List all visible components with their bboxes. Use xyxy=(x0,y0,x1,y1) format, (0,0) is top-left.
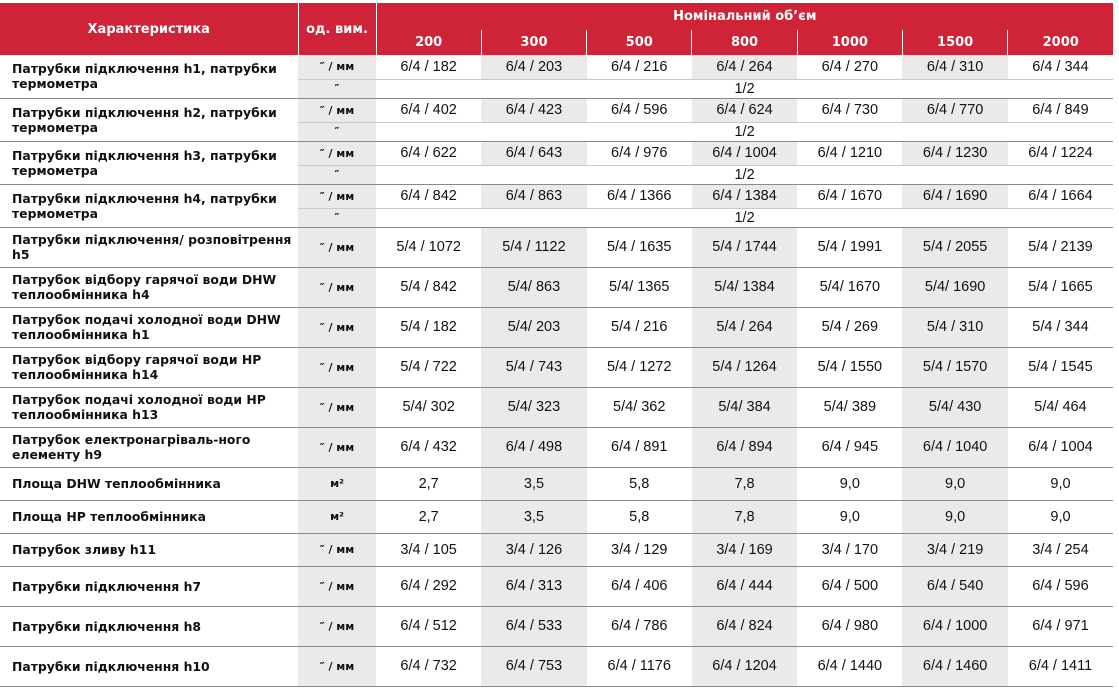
cell-volume-300: 5/4 / 1122 xyxy=(481,227,586,267)
cell-volume-2000: 6/4 / 971 xyxy=(1008,606,1113,646)
table-row xyxy=(0,606,1113,646)
row-label: Патрубки підключення h8 xyxy=(0,606,298,646)
row-unit: ″ / мм xyxy=(298,533,376,566)
header-volume-2000: 2000 xyxy=(1008,30,1113,55)
row-label: Патрубок відбору гарячої води DHW теплообмінника h4 xyxy=(0,267,298,307)
row-unit: ″ / мм xyxy=(298,267,376,307)
row-label: Патрубки підключення h10 xyxy=(0,646,298,686)
cell-volume-500: 6/4 / 406 xyxy=(587,566,692,606)
cell-volume-300: 6/4 / 203 xyxy=(481,55,586,79)
cell-volume-500: 6/4 / 976 xyxy=(587,141,692,165)
cell-volume-200: 6/4 / 512 xyxy=(376,606,481,646)
cell-volume-1500: 9,0 xyxy=(902,500,1007,533)
cell-volume-800: 6/4 / 1004 xyxy=(692,141,797,165)
cell-volume-2000: 5/4 / 1545 xyxy=(1008,347,1113,387)
cell-volume-1000: 6/4 / 1440 xyxy=(797,646,902,686)
cell-volume-1500: 5/4 / 1570 xyxy=(902,347,1007,387)
cell-volume-1500: 5/4/ 1690 xyxy=(902,267,1007,307)
row-unit: м² xyxy=(298,500,376,533)
cell-volume-1000: 6/4 / 730 xyxy=(797,98,902,122)
cell-volume-200: 6/4 / 182 xyxy=(376,55,481,79)
cell-volume-1000: 5/4 / 1991 xyxy=(797,227,902,267)
cell-volume-200: 5/4 / 842 xyxy=(376,267,481,307)
cell-volume-500: 5/4/ 362 xyxy=(587,387,692,427)
cell-volume-2000: 5/4 / 344 xyxy=(1008,307,1113,347)
cell-volume-2000: 6/4 / 849 xyxy=(1008,98,1113,122)
cell-volume-300: 5/4/ 323 xyxy=(481,387,586,427)
cell-volume-500: 5,8 xyxy=(587,467,692,500)
cell-volume-2000: 5/4 / 1665 xyxy=(1008,267,1113,307)
cell-volume-1500: 6/4 / 1230 xyxy=(902,141,1007,165)
cell-volume-2000: 5/4/ 464 xyxy=(1008,387,1113,427)
cell-volume-300: 6/4 / 643 xyxy=(481,141,586,165)
cell-volume-800: 6/4 / 824 xyxy=(692,606,797,646)
spec-table xyxy=(0,3,1113,687)
cell-volume-500: 5/4 / 1635 xyxy=(587,227,692,267)
header-volume-1500: 1500 xyxy=(902,30,1007,55)
table-body xyxy=(0,55,1113,686)
cell-volume-1000: 3/4 / 170 xyxy=(797,533,902,566)
cell-volume-200: 6/4 / 732 xyxy=(376,646,481,686)
row-unit: ″ / мм xyxy=(298,227,376,267)
cell-volume-500: 5/4/ 1365 xyxy=(587,267,692,307)
header-volume-500: 500 xyxy=(587,30,692,55)
cell-volume-1000: 6/4 / 945 xyxy=(797,427,902,467)
cell-merged-value: 1/2 xyxy=(376,165,1113,184)
cell-volume-2000: 6/4 / 1411 xyxy=(1008,646,1113,686)
cell-volume-500: 5,8 xyxy=(587,500,692,533)
row-unit: м² xyxy=(298,467,376,500)
cell-volume-1000: 6/4 / 500 xyxy=(797,566,902,606)
table-row xyxy=(0,141,1113,165)
row-label: Площа DHW теплообмінника xyxy=(0,467,298,500)
row-label: Патрубки підключення h3, патрубки термометра xyxy=(0,141,298,184)
cell-volume-2000: 5/4 / 2139 xyxy=(1008,227,1113,267)
cell-volume-1500: 6/4 / 1460 xyxy=(902,646,1007,686)
cell-volume-1000: 5/4/ 1670 xyxy=(797,267,902,307)
cell-volume-800: 6/4 / 444 xyxy=(692,566,797,606)
cell-volume-1000: 9,0 xyxy=(797,467,902,500)
cell-volume-1000: 6/4 / 980 xyxy=(797,606,902,646)
cell-volume-200: 6/4 / 402 xyxy=(376,98,481,122)
row-unit: ″ / мм xyxy=(298,184,376,208)
cell-volume-500: 6/4 / 891 xyxy=(587,427,692,467)
cell-volume-500: 3/4 / 129 xyxy=(587,533,692,566)
cell-volume-300: 3/4 / 126 xyxy=(481,533,586,566)
row-unit: ″ / мм xyxy=(298,347,376,387)
row-label: Патрубки підключення h2, патрубки термометра xyxy=(0,98,298,141)
cell-volume-800: 5/4/ 384 xyxy=(692,387,797,427)
cell-volume-200: 5/4 / 722 xyxy=(376,347,481,387)
cell-volume-2000: 9,0 xyxy=(1008,500,1113,533)
row-unit: ″ / мм xyxy=(298,646,376,686)
cell-volume-1500: 6/4 / 310 xyxy=(902,55,1007,79)
cell-volume-1500: 3/4 / 219 xyxy=(902,533,1007,566)
row-sub-unit: ″ xyxy=(298,208,376,227)
cell-volume-200: 6/4 / 432 xyxy=(376,427,481,467)
table-row xyxy=(0,566,1113,606)
cell-volume-500: 6/4 / 216 xyxy=(587,55,692,79)
cell-merged-value: 1/2 xyxy=(376,122,1113,141)
cell-volume-200: 6/4 / 842 xyxy=(376,184,481,208)
header-volume-200: 200 xyxy=(376,30,481,55)
cell-volume-500: 6/4 / 786 xyxy=(587,606,692,646)
cell-volume-2000: 6/4 / 1224 xyxy=(1008,141,1113,165)
table-row xyxy=(0,347,1113,387)
cell-volume-2000: 9,0 xyxy=(1008,467,1113,500)
cell-volume-200: 5/4 / 182 xyxy=(376,307,481,347)
cell-volume-2000: 6/4 / 1664 xyxy=(1008,184,1113,208)
cell-volume-2000: 6/4 / 344 xyxy=(1008,55,1113,79)
table-row xyxy=(0,533,1113,566)
cell-volume-300: 5/4 / 743 xyxy=(481,347,586,387)
cell-volume-200: 6/4 / 622 xyxy=(376,141,481,165)
cell-volume-2000: 6/4 / 1004 xyxy=(1008,427,1113,467)
row-label: Площа HP теплообмінника xyxy=(0,500,298,533)
row-sub-unit: ″ xyxy=(298,79,376,98)
cell-volume-1500: 6/4 / 1690 xyxy=(902,184,1007,208)
cell-volume-300: 6/4 / 863 xyxy=(481,184,586,208)
cell-volume-1500: 6/4 / 1000 xyxy=(902,606,1007,646)
table-row xyxy=(0,467,1113,500)
cell-volume-300: 6/4 / 533 xyxy=(481,606,586,646)
table-row xyxy=(0,646,1113,686)
cell-volume-1000: 6/4 / 1210 xyxy=(797,141,902,165)
cell-volume-800: 3/4 / 169 xyxy=(692,533,797,566)
cell-merged-value: 1/2 xyxy=(376,208,1113,227)
row-unit: ″ / мм xyxy=(298,98,376,122)
cell-volume-300: 6/4 / 753 xyxy=(481,646,586,686)
table-row xyxy=(0,267,1113,307)
table-row xyxy=(0,184,1113,208)
table-row xyxy=(0,55,1113,79)
header-unit: од. вим. xyxy=(298,3,376,55)
cell-volume-300: 6/4 / 423 xyxy=(481,98,586,122)
cell-volume-1000: 9,0 xyxy=(797,500,902,533)
table-row xyxy=(0,227,1113,267)
cell-volume-300: 5/4/ 863 xyxy=(481,267,586,307)
header-characteristic: Характеристика xyxy=(0,3,298,55)
row-unit: ″ / мм xyxy=(298,606,376,646)
cell-volume-200: 3/4 / 105 xyxy=(376,533,481,566)
header-volume-800: 800 xyxy=(692,30,797,55)
cell-volume-300: 3,5 xyxy=(481,467,586,500)
row-label: Патрубок відбору гарячої води HP теплообмінника h14 xyxy=(0,347,298,387)
table-row xyxy=(0,500,1113,533)
cell-volume-1500: 6/4 / 1040 xyxy=(902,427,1007,467)
cell-volume-500: 6/4 / 1366 xyxy=(587,184,692,208)
cell-volume-800: 6/4 / 894 xyxy=(692,427,797,467)
cell-volume-200: 5/4/ 302 xyxy=(376,387,481,427)
row-label: Патрубки підключення/ розповітрення h5 xyxy=(0,227,298,267)
cell-volume-500: 6/4 / 1176 xyxy=(587,646,692,686)
row-label: Патрубок зливу h11 xyxy=(0,533,298,566)
cell-volume-300: 6/4 / 313 xyxy=(481,566,586,606)
cell-volume-1500: 6/4 / 770 xyxy=(902,98,1007,122)
header-volume-300: 300 xyxy=(481,30,586,55)
row-sub-unit: ″ xyxy=(298,122,376,141)
cell-volume-800: 5/4 / 1744 xyxy=(692,227,797,267)
cell-volume-500: 5/4 / 1272 xyxy=(587,347,692,387)
table-row xyxy=(0,427,1113,467)
row-unit: ″ / мм xyxy=(298,566,376,606)
cell-volume-1500: 5/4 / 2055 xyxy=(902,227,1007,267)
cell-volume-800: 7,8 xyxy=(692,500,797,533)
cell-volume-800: 6/4 / 624 xyxy=(692,98,797,122)
row-label: Патрубки підключення h7 xyxy=(0,566,298,606)
cell-volume-2000: 3/4 / 254 xyxy=(1008,533,1113,566)
cell-volume-1000: 6/4 / 1670 xyxy=(797,184,902,208)
row-label: Патрубок подачі холодної води DHW теплообмінника h1 xyxy=(0,307,298,347)
cell-volume-800: 6/4 / 1384 xyxy=(692,184,797,208)
cell-volume-200: 6/4 / 292 xyxy=(376,566,481,606)
cell-volume-2000: 6/4 / 596 xyxy=(1008,566,1113,606)
cell-volume-500: 5/4 / 216 xyxy=(587,307,692,347)
row-unit: ″ / мм xyxy=(298,55,376,79)
cell-volume-1000: 5/4 / 269 xyxy=(797,307,902,347)
cell-volume-1500: 5/4/ 430 xyxy=(902,387,1007,427)
row-unit: ″ / мм xyxy=(298,387,376,427)
cell-volume-200: 5/4 / 1072 xyxy=(376,227,481,267)
cell-volume-300: 5/4/ 203 xyxy=(481,307,586,347)
cell-volume-800: 5/4 / 264 xyxy=(692,307,797,347)
row-label: Патрубок подачі холодної води HP теплообмінника h13 xyxy=(0,387,298,427)
cell-volume-1500: 5/4 / 310 xyxy=(902,307,1007,347)
cell-volume-200: 2,7 xyxy=(376,500,481,533)
cell-volume-300: 6/4 / 498 xyxy=(481,427,586,467)
row-unit: ″ / мм xyxy=(298,427,376,467)
cell-volume-800: 5/4 / 1264 xyxy=(692,347,797,387)
cell-volume-300: 3,5 xyxy=(481,500,586,533)
cell-volume-800: 5/4/ 1384 xyxy=(692,267,797,307)
row-label: Патрубок електронагріваль-ного елементу h9 xyxy=(0,427,298,467)
cell-volume-800: 6/4 / 1204 xyxy=(692,646,797,686)
cell-volume-1500: 9,0 xyxy=(902,467,1007,500)
row-label: Патрубки підключення h1, патрубки термометра xyxy=(0,55,298,98)
cell-volume-800: 6/4 / 264 xyxy=(692,55,797,79)
cell-volume-1000: 6/4 / 270 xyxy=(797,55,902,79)
table-row xyxy=(0,387,1113,427)
table-row xyxy=(0,98,1113,122)
header-nominal-volume: Номінальний об’єм xyxy=(376,3,1113,30)
row-label: Патрубки підключення h4, патрубки термометра xyxy=(0,184,298,227)
cell-volume-500: 6/4 / 596 xyxy=(587,98,692,122)
row-sub-unit: ″ xyxy=(298,165,376,184)
cell-volume-1000: 5/4 / 1550 xyxy=(797,347,902,387)
table-header xyxy=(0,3,1113,55)
header-volume-1000: 1000 xyxy=(797,30,902,55)
table-row xyxy=(0,307,1113,347)
cell-volume-800: 7,8 xyxy=(692,467,797,500)
cell-volume-200: 2,7 xyxy=(376,467,481,500)
cell-volume-1500: 6/4 / 540 xyxy=(902,566,1007,606)
row-unit: ″ / мм xyxy=(298,141,376,165)
cell-merged-value: 1/2 xyxy=(376,79,1113,98)
row-unit: ″ / мм xyxy=(298,307,376,347)
cell-volume-1000: 5/4/ 389 xyxy=(797,387,902,427)
